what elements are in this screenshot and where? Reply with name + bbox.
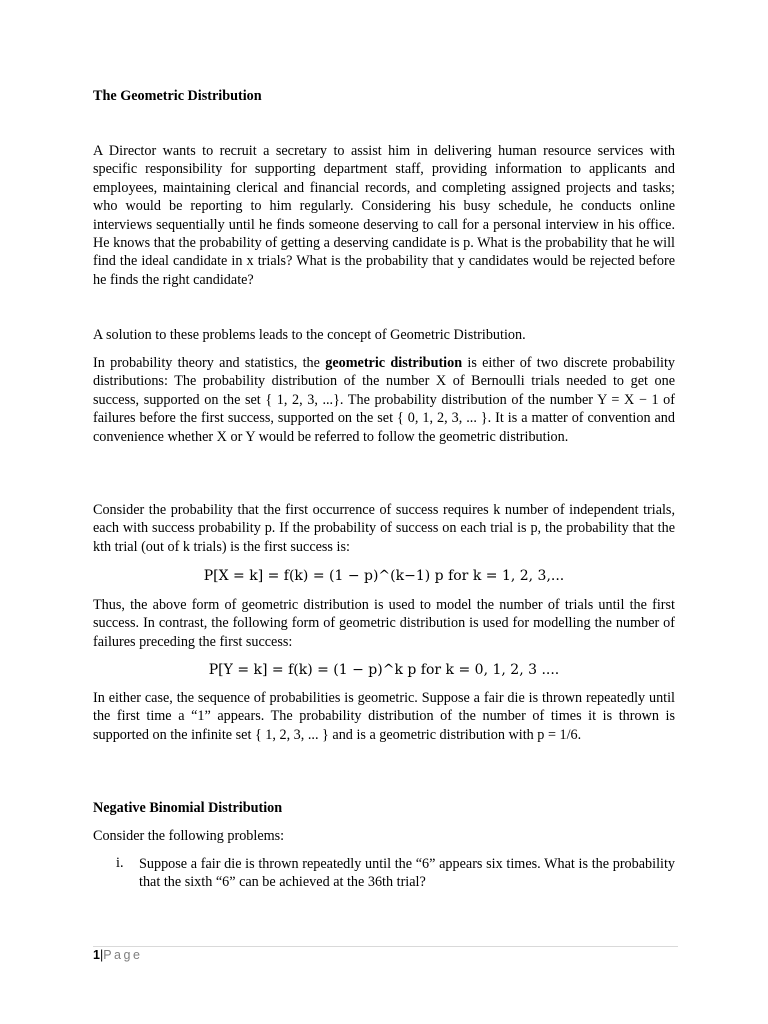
intro-paragraph: A Director wants to recruit a secretary to assist him in delivering human resource services with specific responsibility for supporting department staff, providing information to applicants and employees, maintaining clerical and financial records, and completing assigned projects and tasks; who would be reporting to him regularly. Considering his busy schedule, he conducts online interviews sequentially until he finds someone deserving to call for a personal interview in his office. He knows that the probability of getting a deserving candidate is p. What is the probability that he will find the ideal candidate in x trials? What is the probability that y candidates would be rejected before he finds the right candidate? — [93, 143, 675, 288]
definition-text-a: In probability theory and statistics, the — [93, 355, 320, 371]
definition-term: geometric distribution — [325, 355, 463, 371]
page-label: Page — [103, 948, 143, 962]
problems-intro: Consider the following problems: — [93, 828, 285, 844]
die-example-paragraph: In either case, the sequence of probabilities is geometric. Suppose a fair die is thrown repeatedly until the first time a “1” appears. The probability distribution of the number of times it is thrown is supported on the infinite set { 1, 2, 3, ... } and is a geometric distribution with p = 1/6. — [93, 690, 675, 743]
equation-failures-text: P[Y = k] = f(k) = (1 − p)^k p for k = 0, 1, 2, 3 .... — [208, 662, 560, 678]
list-item-number: i. — [116, 855, 124, 871]
definition-paragraph — [93, 354, 675, 446]
modelling-paragraph: Thus, the above form of geometric distribution is used to model the number of trials until the first success. In contrast, the following form of geometric distribution is used for modelling the number of failures preceding the first success: — [93, 597, 675, 650]
list-item: Suppose a fair die is thrown repeatedly until the “6” appears six times. What is the probability that the sixth “6” can be achieved at the 36th trial? — [139, 856, 675, 891]
page-footer — [93, 948, 142, 962]
equation-trials-text: P[X = k] = f(k) = (1 − p)^(k−1) p for k = 1, 2, 3,... — [203, 568, 565, 584]
document-title: The Geometric Distribution — [93, 88, 262, 104]
footer-divider — [93, 946, 678, 947]
section-heading-negative-binomial: Negative Binomial Distribution — [93, 800, 283, 816]
solution-paragraph: A solution to these problems leads to the concept of Geometric Distribution. — [93, 327, 526, 343]
page-number: 1 — [93, 948, 100, 962]
first-success-paragraph: Consider the probability that the first occurrence of success requires k number of independent trials, each with success probability p. If the probability of success on each trial is p, the probability that the kth trial (out of k trials) is the first success is: — [93, 502, 675, 555]
definition-text-b: is either of two discrete probability distributions: The probability distribution of the number X of Bernoulli trials needed to get one success, supported on the set { 1, 2, 3, ...}. The probability distribution of the number Y = X − 1 of failures before the first success, supported on the set { 0, 1, 2, 3, ... }. It is a matter of convention and convenience whether X or Y would be referred to follow the geometric distribution. — [93, 355, 676, 445]
equation-failures — [93, 660, 675, 680]
footer-separator: | — [99, 948, 104, 962]
equation-trials — [93, 566, 675, 586]
